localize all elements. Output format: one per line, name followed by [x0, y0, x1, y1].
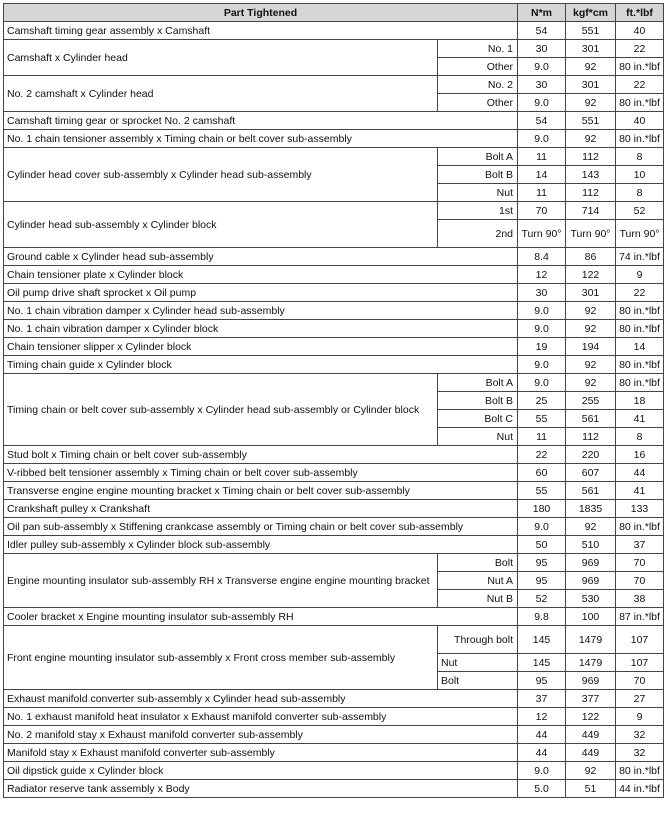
table-row [4, 744, 664, 762]
torque-nm-cell: 44 [518, 726, 566, 744]
torque-nm-cell: Turn 90° [518, 220, 566, 248]
table-row [4, 338, 664, 356]
torque-ft-lbf-cell: Turn 90° [616, 220, 664, 248]
header-part-tightened: Part Tightened [4, 4, 518, 22]
torque-nm-cell: 9.0 [518, 518, 566, 536]
torque-nm-cell: 9.0 [518, 762, 566, 780]
torque-nm-cell: 9.0 [518, 320, 566, 338]
torque-kgf-cm-cell: 92 [566, 302, 616, 320]
torque-kgf-cm-cell: 122 [566, 708, 616, 726]
torque-kgf-cm-cell: 112 [566, 428, 616, 446]
torque-kgf-cm-cell: 301 [566, 40, 616, 58]
part-tightened-cell: Engine mounting insulator sub-assembly RH x Transverse engine engine mounting bracket [4, 554, 438, 608]
part-tightened-cell: Cylinder head cover sub-assembly x Cylinder head sub-assembly [4, 148, 438, 202]
part-tightened-cell: Front engine mounting insulator sub-assembly x Front cross member sub-assembly [4, 626, 438, 690]
torque-kgf-cm-cell: 92 [566, 58, 616, 76]
table-row [4, 726, 664, 744]
torque-nm-cell: 11 [518, 428, 566, 446]
torque-nm-cell: 19 [518, 338, 566, 356]
part-tightened-cell: No. 2 manifold stay x Exhaust manifold converter sub-assembly [4, 726, 518, 744]
table-row [4, 112, 664, 130]
torque-ft-lbf-cell: 27 [616, 690, 664, 708]
table-row [4, 130, 664, 148]
torque-ft-lbf-cell: 52 [616, 202, 664, 220]
torque-kgf-cm-cell: 92 [566, 320, 616, 338]
torque-nm-cell: 30 [518, 40, 566, 58]
torque-ft-lbf-cell: 32 [616, 726, 664, 744]
table-row [4, 22, 664, 40]
torque-ft-lbf-cell: 40 [616, 22, 664, 40]
torque-kgf-cm-cell: 112 [566, 148, 616, 166]
torque-kgf-cm-cell: 1479 [566, 626, 616, 654]
torque-kgf-cm-cell: 51 [566, 780, 616, 798]
torque-nm-cell: 9.0 [518, 374, 566, 392]
condition-cell: No. 1 [438, 40, 518, 58]
part-tightened-cell: Chain tensioner plate x Cylinder block [4, 266, 518, 284]
condition-cell: Bolt [438, 554, 518, 572]
torque-ft-lbf-cell: 22 [616, 284, 664, 302]
torque-kgf-cm-cell: 607 [566, 464, 616, 482]
torque-nm-cell: 9.0 [518, 302, 566, 320]
torque-ft-lbf-cell: 9 [616, 708, 664, 726]
torque-nm-cell: 30 [518, 76, 566, 94]
torque-ft-lbf-cell: 8 [616, 148, 664, 166]
table-row [4, 374, 664, 392]
part-tightened-cell: Oil pump drive shaft sprocket x Oil pump [4, 284, 518, 302]
torque-kgf-cm-cell: 301 [566, 76, 616, 94]
table-row [4, 202, 664, 220]
torque-ft-lbf-cell: 70 [616, 572, 664, 590]
torque-kgf-cm-cell: 301 [566, 284, 616, 302]
condition-cell: Bolt B [438, 166, 518, 184]
table-row [4, 482, 664, 500]
part-tightened-cell: Exhaust manifold converter sub-assembly x Cylinder head sub-assembly [4, 690, 518, 708]
table-row [4, 40, 664, 58]
table-row [4, 446, 664, 464]
torque-kgf-cm-cell: 92 [566, 374, 616, 392]
torque-ft-lbf-cell: 41 [616, 482, 664, 500]
torque-nm-cell: 12 [518, 708, 566, 726]
part-tightened-cell: Camshaft timing gear or sprocket No. 2 camshaft [4, 112, 518, 130]
torque-nm-cell: 12 [518, 266, 566, 284]
torque-ft-lbf-cell: 41 [616, 410, 664, 428]
torque-nm-cell: 52 [518, 590, 566, 608]
torque-kgf-cm-cell: 220 [566, 446, 616, 464]
torque-nm-cell: 145 [518, 626, 566, 654]
torque-ft-lbf-cell: 107 [616, 626, 664, 654]
torque-kgf-cm-cell: 122 [566, 266, 616, 284]
table-row [4, 284, 664, 302]
torque-nm-cell: 55 [518, 410, 566, 428]
part-tightened-cell: Cooler bracket x Engine mounting insulator sub-assembly RH [4, 608, 518, 626]
torque-kgf-cm-cell: 714 [566, 202, 616, 220]
torque-ft-lbf-cell: 22 [616, 76, 664, 94]
condition-cell: Bolt B [438, 392, 518, 410]
torque-nm-cell: 14 [518, 166, 566, 184]
part-tightened-cell: Camshaft timing gear assembly x Camshaft [4, 22, 518, 40]
condition-cell: Bolt A [438, 374, 518, 392]
torque-kgf-cm-cell: 969 [566, 572, 616, 590]
torque-nm-cell: 22 [518, 446, 566, 464]
torque-ft-lbf-cell: 70 [616, 672, 664, 690]
torque-ft-lbf-cell: 38 [616, 590, 664, 608]
torque-ft-lbf-cell: 9 [616, 266, 664, 284]
part-tightened-cell: Ground cable x Cylinder head sub-assembly [4, 248, 518, 266]
condition-cell: Other [438, 58, 518, 76]
header-ft-lbf: ft.*lbf [616, 4, 664, 22]
table-row [4, 248, 664, 266]
torque-ft-lbf-cell: 44 [616, 464, 664, 482]
torque-kgf-cm-cell: 969 [566, 554, 616, 572]
torque-ft-lbf-cell: 133 [616, 500, 664, 518]
condition-cell: No. 2 [438, 76, 518, 94]
torque-kgf-cm-cell: 100 [566, 608, 616, 626]
table-row [4, 76, 664, 94]
torque-spec-table [3, 3, 664, 798]
torque-nm-cell: 95 [518, 554, 566, 572]
part-tightened-cell: V-ribbed belt tensioner assembly x Timing chain or belt cover sub-assembly [4, 464, 518, 482]
table-row [4, 762, 664, 780]
torque-nm-cell: 145 [518, 654, 566, 672]
torque-kgf-cm-cell: 377 [566, 690, 616, 708]
torque-kgf-cm-cell: 92 [566, 94, 616, 112]
torque-ft-lbf-cell: 10 [616, 166, 664, 184]
torque-kgf-cm-cell: 551 [566, 112, 616, 130]
torque-kgf-cm-cell: 112 [566, 184, 616, 202]
table-row [4, 302, 664, 320]
torque-kgf-cm-cell: 92 [566, 518, 616, 536]
part-tightened-cell: Stud bolt x Timing chain or belt cover sub-assembly [4, 446, 518, 464]
header-kgf-cm: kgf*cm [566, 4, 616, 22]
part-tightened-cell: Oil pan sub-assembly x Stiffening crankcase assembly or Timing chain or belt cover sub-assembly [4, 518, 518, 536]
torque-ft-lbf-cell: 80 in.*lbf [616, 302, 664, 320]
torque-nm-cell: 9.0 [518, 356, 566, 374]
torque-kgf-cm-cell: 969 [566, 672, 616, 690]
torque-kgf-cm-cell: 551 [566, 22, 616, 40]
torque-ft-lbf-cell: 80 in.*lbf [616, 130, 664, 148]
part-tightened-cell: Idler pulley sub-assembly x Cylinder block sub-assembly [4, 536, 518, 554]
torque-nm-cell: 11 [518, 184, 566, 202]
table-row [4, 626, 664, 654]
torque-nm-cell: 54 [518, 22, 566, 40]
condition-cell: Nut [438, 654, 518, 672]
part-tightened-cell: No. 1 exhaust manifold heat insulator x Exhaust manifold converter sub-assembly [4, 708, 518, 726]
part-tightened-cell: No. 2 camshaft x Cylinder head [4, 76, 438, 112]
condition-cell: 2nd [438, 220, 518, 248]
torque-kgf-cm-cell: 194 [566, 338, 616, 356]
torque-ft-lbf-cell: 80 in.*lbf [616, 320, 664, 338]
condition-cell: Nut [438, 428, 518, 446]
torque-ft-lbf-cell: 16 [616, 446, 664, 464]
part-tightened-cell: Crankshaft pulley x Crankshaft [4, 500, 518, 518]
torque-ft-lbf-cell: 87 in.*lbf [616, 608, 664, 626]
part-tightened-cell: No. 1 chain vibration damper x Cylinder head sub-assembly [4, 302, 518, 320]
condition-cell: Other [438, 94, 518, 112]
torque-nm-cell: 30 [518, 284, 566, 302]
torque-ft-lbf-cell: 80 in.*lbf [616, 518, 664, 536]
torque-nm-cell: 37 [518, 690, 566, 708]
torque-kgf-cm-cell: 92 [566, 762, 616, 780]
condition-cell: Bolt A [438, 148, 518, 166]
table-row [4, 320, 664, 338]
part-tightened-cell: Cylinder head sub-assembly x Cylinder block [4, 202, 438, 248]
torque-kgf-cm-cell: 449 [566, 744, 616, 762]
torque-kgf-cm-cell: 561 [566, 410, 616, 428]
torque-nm-cell: 25 [518, 392, 566, 410]
torque-nm-cell: 5.0 [518, 780, 566, 798]
torque-ft-lbf-cell: 80 in.*lbf [616, 762, 664, 780]
table-row [4, 464, 664, 482]
part-tightened-cell: Timing chain guide x Cylinder block [4, 356, 518, 374]
torque-kgf-cm-cell: 86 [566, 248, 616, 266]
torque-nm-cell: 8.4 [518, 248, 566, 266]
torque-nm-cell: 11 [518, 148, 566, 166]
table-row [4, 708, 664, 726]
torque-nm-cell: 95 [518, 572, 566, 590]
torque-nm-cell: 70 [518, 202, 566, 220]
torque-nm-cell: 54 [518, 112, 566, 130]
table-row [4, 356, 664, 374]
torque-kgf-cm-cell: 1479 [566, 654, 616, 672]
part-tightened-cell: Timing chain or belt cover sub-assembly x Cylinder head sub-assembly or Cylinder block [4, 374, 438, 446]
condition-cell: Nut B [438, 590, 518, 608]
header-nm: N*m [518, 4, 566, 22]
torque-ft-lbf-cell: 80 in.*lbf [616, 58, 664, 76]
torque-ft-lbf-cell: 44 in.*lbf [616, 780, 664, 798]
table-row [4, 554, 664, 572]
torque-ft-lbf-cell: 22 [616, 40, 664, 58]
torque-nm-cell: 55 [518, 482, 566, 500]
table-row [4, 148, 664, 166]
torque-nm-cell: 9.0 [518, 94, 566, 112]
torque-ft-lbf-cell: 80 in.*lbf [616, 94, 664, 112]
table-row [4, 690, 664, 708]
table-row [4, 518, 664, 536]
part-tightened-cell: Camshaft x Cylinder head [4, 40, 438, 76]
torque-nm-cell: 180 [518, 500, 566, 518]
torque-ft-lbf-cell: 37 [616, 536, 664, 554]
torque-ft-lbf-cell: 18 [616, 392, 664, 410]
torque-kgf-cm-cell: 530 [566, 590, 616, 608]
torque-ft-lbf-cell: 8 [616, 184, 664, 202]
torque-nm-cell: 9.0 [518, 58, 566, 76]
torque-kgf-cm-cell: 92 [566, 130, 616, 148]
torque-ft-lbf-cell: 8 [616, 428, 664, 446]
condition-cell: 1st [438, 202, 518, 220]
torque-nm-cell: 60 [518, 464, 566, 482]
table-body [4, 22, 664, 798]
condition-cell: Nut [438, 184, 518, 202]
torque-nm-cell: 50 [518, 536, 566, 554]
torque-kgf-cm-cell: 510 [566, 536, 616, 554]
torque-kgf-cm-cell: Turn 90° [566, 220, 616, 248]
torque-ft-lbf-cell: 80 in.*lbf [616, 356, 664, 374]
torque-nm-cell: 9.0 [518, 130, 566, 148]
table-row [4, 500, 664, 518]
part-tightened-cell: Chain tensioner slipper x Cylinder block [4, 338, 518, 356]
torque-kgf-cm-cell: 143 [566, 166, 616, 184]
condition-cell: Bolt [438, 672, 518, 690]
torque-ft-lbf-cell: 14 [616, 338, 664, 356]
torque-kgf-cm-cell: 255 [566, 392, 616, 410]
part-tightened-cell: Oil dipstick guide x Cylinder block [4, 762, 518, 780]
torque-ft-lbf-cell: 32 [616, 744, 664, 762]
table-row [4, 536, 664, 554]
torque-spec-table-container [3, 3, 664, 798]
part-tightened-cell: No. 1 chain tensioner assembly x Timing chain or belt cover sub-assembly [4, 130, 518, 148]
torque-ft-lbf-cell: 40 [616, 112, 664, 130]
torque-kgf-cm-cell: 561 [566, 482, 616, 500]
part-tightened-cell: Manifold stay x Exhaust manifold converter sub-assembly [4, 744, 518, 762]
table-row [4, 266, 664, 284]
part-tightened-cell: Radiator reserve tank assembly x Body [4, 780, 518, 798]
torque-nm-cell: 44 [518, 744, 566, 762]
torque-ft-lbf-cell: 80 in.*lbf [616, 374, 664, 392]
torque-kgf-cm-cell: 1835 [566, 500, 616, 518]
table-header-row [4, 4, 664, 22]
torque-ft-lbf-cell: 74 in.*lbf [616, 248, 664, 266]
torque-ft-lbf-cell: 70 [616, 554, 664, 572]
torque-nm-cell: 9.8 [518, 608, 566, 626]
torque-kgf-cm-cell: 449 [566, 726, 616, 744]
part-tightened-cell: No. 1 chain vibration damper x Cylinder block [4, 320, 518, 338]
table-row [4, 780, 664, 798]
torque-ft-lbf-cell: 107 [616, 654, 664, 672]
torque-nm-cell: 95 [518, 672, 566, 690]
table-row [4, 608, 664, 626]
part-tightened-cell: Transverse engine engine mounting bracket x Timing chain or belt cover sub-assembly [4, 482, 518, 500]
torque-kgf-cm-cell: 92 [566, 356, 616, 374]
condition-cell: Bolt C [438, 410, 518, 428]
condition-cell: Through bolt [438, 626, 518, 654]
condition-cell: Nut A [438, 572, 518, 590]
